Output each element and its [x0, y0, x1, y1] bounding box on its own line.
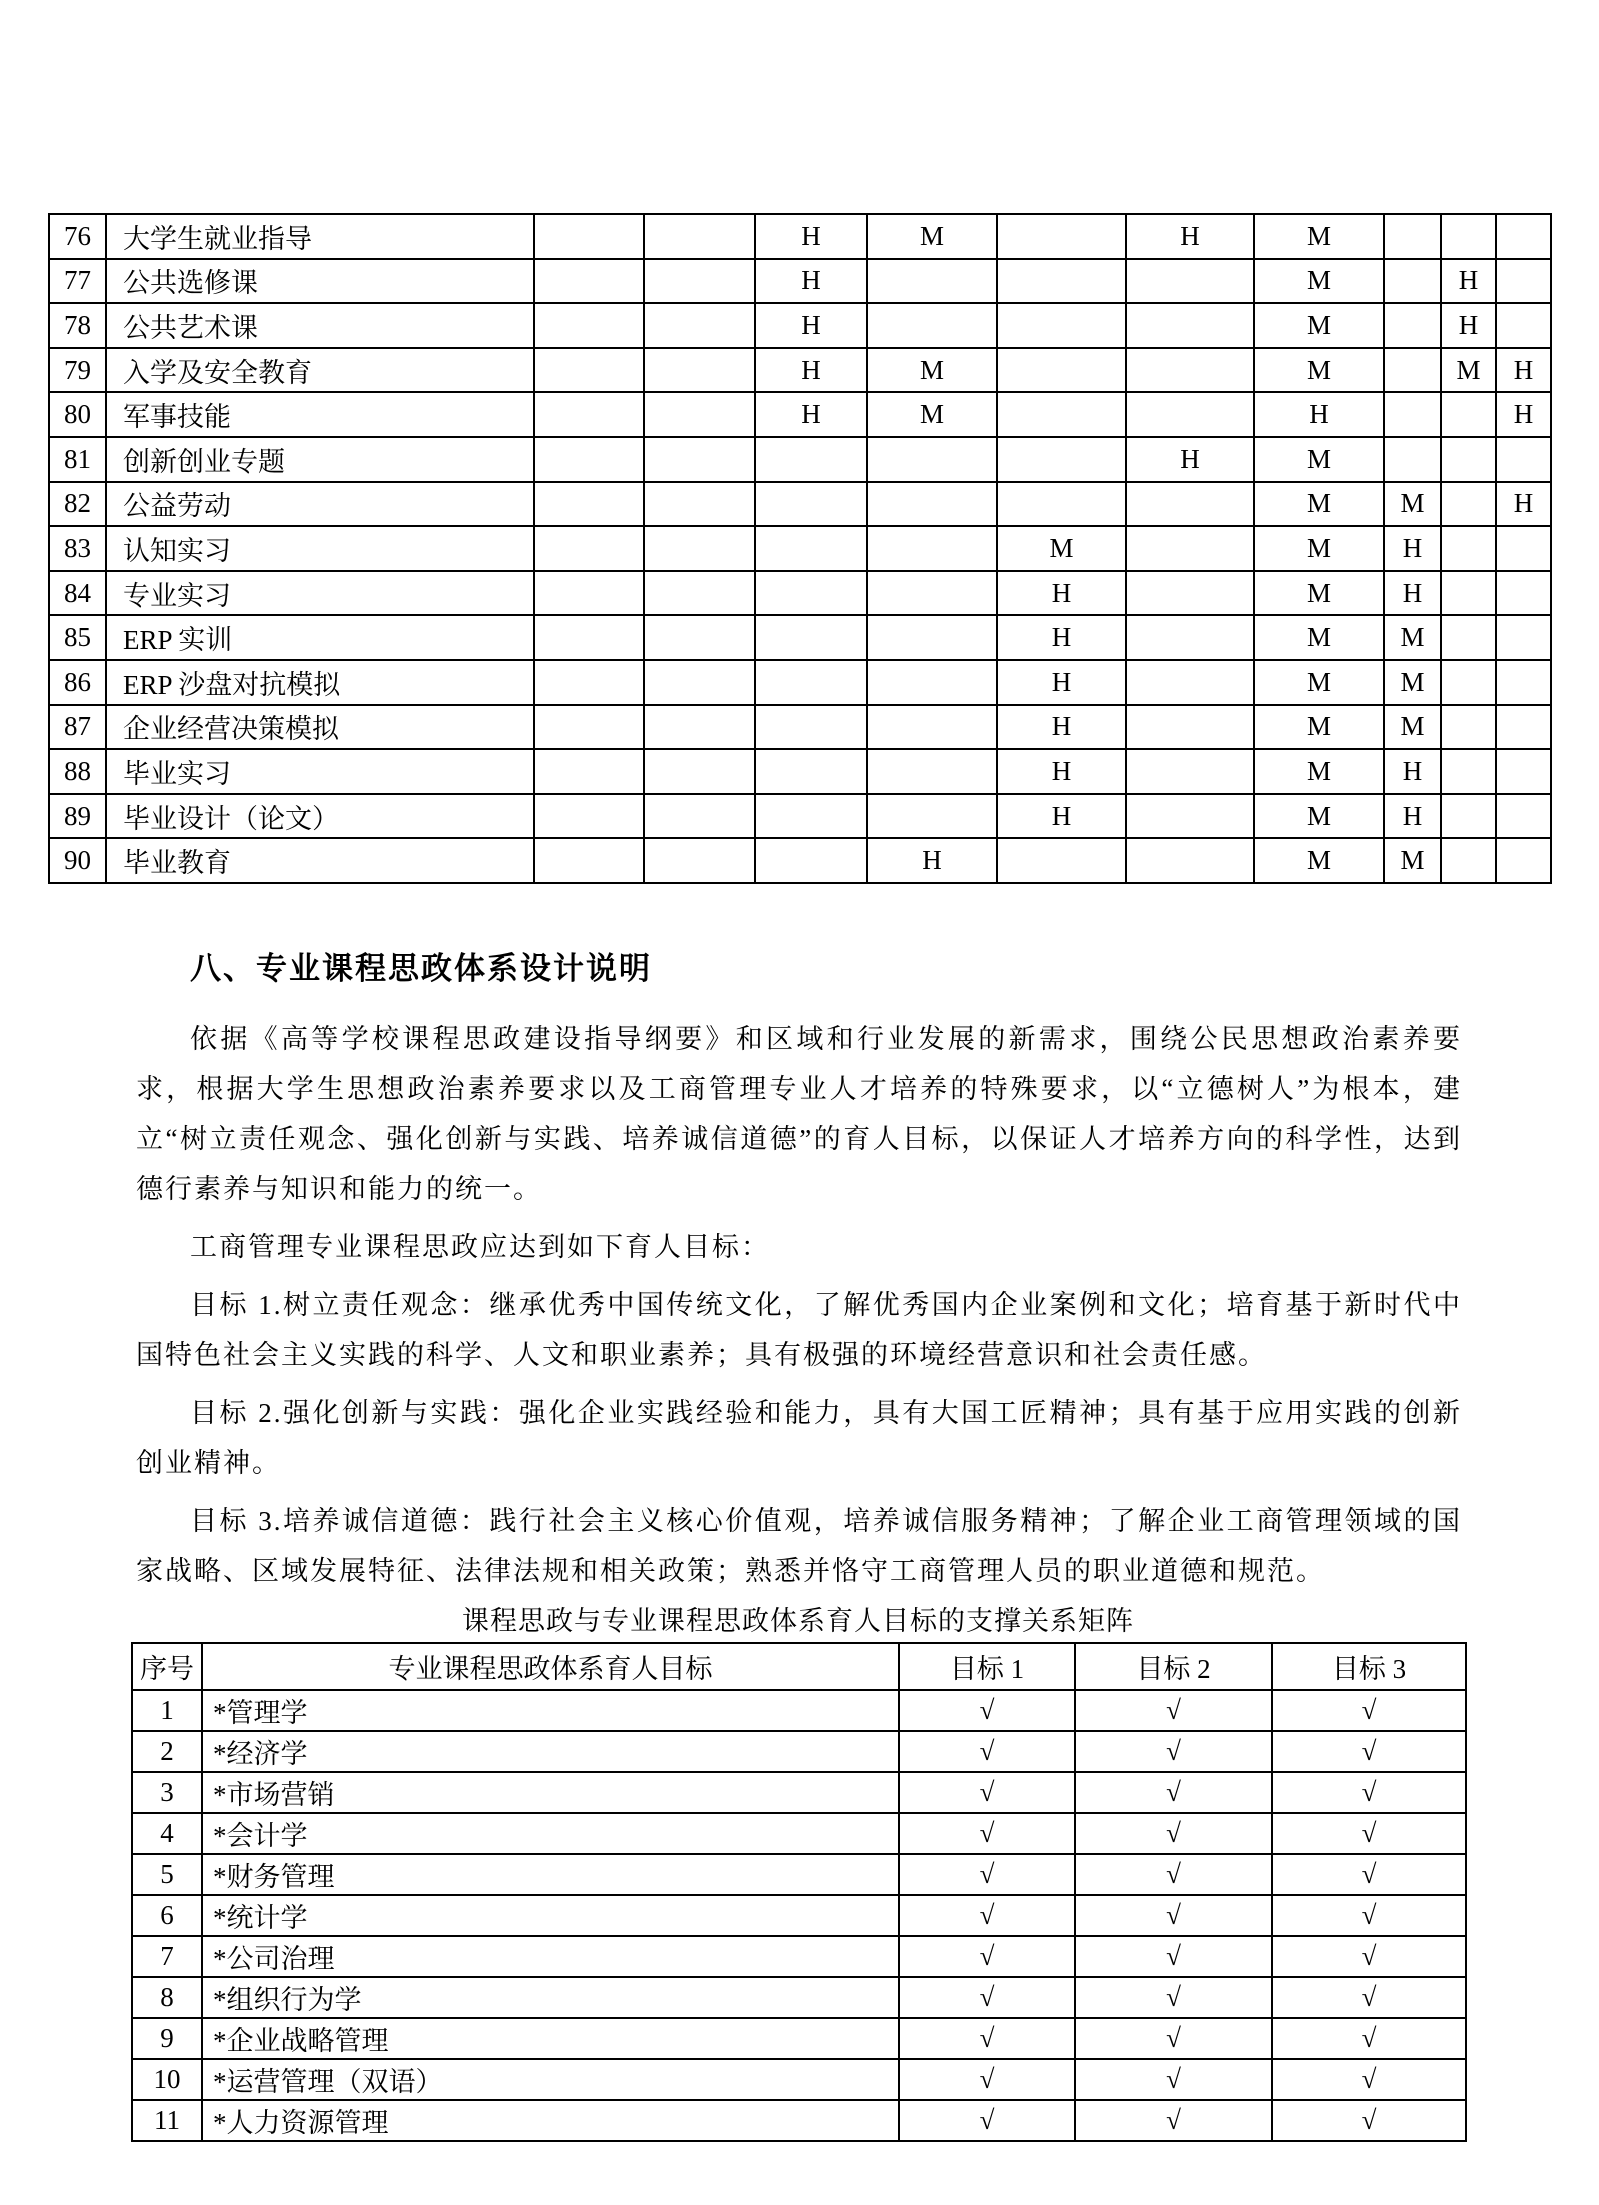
support-level-cell [867, 259, 997, 304]
support-level-cell [755, 749, 867, 794]
support-level-cell [1496, 303, 1551, 348]
goals-table-row [132, 2018, 1466, 2059]
support-level-cell: M [1254, 259, 1384, 304]
support-level-cell: M [1384, 482, 1441, 527]
goal-check-cell: √ [899, 1731, 1075, 1772]
support-level-cell: H [1496, 348, 1551, 393]
support-level-cell [644, 348, 755, 393]
goal-check-cell: √ [1272, 1731, 1466, 1772]
goals-table-row [132, 1936, 1466, 1977]
support-level-cell [1126, 794, 1254, 839]
support-level-cell: H [997, 794, 1126, 839]
course-name-cell: *组织行为学 [202, 1977, 899, 2018]
goal-check-cell: √ [1075, 1895, 1272, 1936]
course-number-cell: 77 [49, 259, 106, 304]
matrix-table-row [49, 348, 1551, 393]
support-level-cell [997, 348, 1126, 393]
support-level-cell [997, 437, 1126, 482]
support-level-cell [997, 482, 1126, 527]
course-number-cell: 79 [49, 348, 106, 393]
support-level-cell [1496, 214, 1551, 259]
course-name-cell: 专业实习 [106, 571, 534, 616]
support-level-cell [867, 303, 997, 348]
support-level-cell [1384, 392, 1441, 437]
course-number-cell: 87 [49, 705, 106, 750]
course-name-cell: 毕业实习 [106, 749, 534, 794]
support-level-cell [1126, 482, 1254, 527]
support-level-cell [644, 794, 755, 839]
support-level-cell: H [1126, 437, 1254, 482]
support-level-cell: H [1126, 214, 1254, 259]
course-number-cell: 84 [49, 571, 106, 616]
support-level-cell: H [755, 392, 867, 437]
support-level-cell [755, 482, 867, 527]
paragraph-goal-3: 目标 3.培养诚信道德：践行社会主义核心价值观，培养诚信服务精神；了解企业工商管理领域的国家战略、区域发展特征、法律法规和相关政策；熟悉并恪守工商管理人员的职业道德和规范。 [136, 1506, 1462, 1586]
goal-check-cell: √ [1272, 1895, 1466, 1936]
support-level-cell [534, 571, 644, 616]
course-number-cell: 1 [132, 1690, 202, 1731]
support-level-cell [755, 660, 867, 705]
support-level-cell [867, 571, 997, 616]
course-name-cell: *统计学 [202, 1895, 899, 1936]
goal-check-cell: √ [899, 1690, 1075, 1731]
support-level-cell: M [1384, 660, 1441, 705]
goals-table-header-row [132, 1643, 1466, 1690]
support-level-cell [1496, 259, 1551, 304]
support-level-cell [1126, 838, 1254, 883]
course-name-cell: 公共选修课 [106, 259, 534, 304]
course-name-cell: *企业战略管理 [202, 2018, 899, 2059]
support-level-cell [644, 303, 755, 348]
support-level-cell: M [1384, 615, 1441, 660]
goal-check-cell: √ [1075, 1813, 1272, 1854]
goal-check-cell: √ [1272, 1813, 1466, 1854]
support-level-cell: M [1254, 482, 1384, 527]
support-level-cell: H [755, 259, 867, 304]
support-level-cell [1126, 615, 1254, 660]
support-level-cell [1441, 526, 1496, 571]
support-level-cell: M [1384, 838, 1441, 883]
goals-table-row [132, 1854, 1466, 1895]
support-level-cell: H [1384, 571, 1441, 616]
support-level-cell [755, 526, 867, 571]
course-number-cell: 83 [49, 526, 106, 571]
course-name-cell: 军事技能 [106, 392, 534, 437]
support-level-cell: H [997, 615, 1126, 660]
course-name-cell: 创新创业专题 [106, 437, 534, 482]
course-name-cell: *市场营销 [202, 1772, 899, 1813]
support-level-cell: M [867, 392, 997, 437]
support-level-cell [1441, 214, 1496, 259]
goal-check-cell: √ [1075, 2059, 1272, 2100]
goal-check-cell: √ [1075, 1731, 1272, 1772]
goal-check-cell: √ [1075, 1977, 1272, 2018]
course-name-cell: *会计学 [202, 1813, 899, 1854]
course-name-cell: *财务管理 [202, 1854, 899, 1895]
goal-check-cell: √ [1272, 1977, 1466, 2018]
support-level-cell: M [997, 526, 1126, 571]
support-level-cell [867, 437, 997, 482]
support-level-cell [644, 526, 755, 571]
support-level-cell [534, 749, 644, 794]
support-level-cell [534, 348, 644, 393]
matrix-table-row [49, 259, 1551, 304]
support-level-cell: M [1254, 437, 1384, 482]
goals-table-row [132, 2059, 1466, 2100]
support-level-cell: M [1254, 348, 1384, 393]
goal-check-cell: √ [1075, 2100, 1272, 2141]
support-level-cell [997, 392, 1126, 437]
support-level-cell [644, 705, 755, 750]
course-number-cell: 10 [132, 2059, 202, 2100]
support-level-cell [534, 259, 644, 304]
matrix-table-row [49, 392, 1551, 437]
support-level-cell [1126, 571, 1254, 616]
support-level-cell: H [755, 348, 867, 393]
support-level-cell [1441, 660, 1496, 705]
support-level-cell: H [997, 749, 1126, 794]
course-number-cell: 90 [49, 838, 106, 883]
support-level-cell [534, 214, 644, 259]
matrix-table-row [49, 838, 1551, 883]
support-level-cell [534, 660, 644, 705]
support-level-cell [867, 794, 997, 839]
course-support-matrix-body [49, 214, 1551, 883]
support-level-cell [755, 838, 867, 883]
course-support-matrix-table [48, 213, 1552, 884]
support-level-cell [1496, 794, 1551, 839]
goals-table-row [132, 1772, 1466, 1813]
course-number-cell: 7 [132, 1936, 202, 1977]
support-level-cell [997, 838, 1126, 883]
support-level-cell [644, 392, 755, 437]
support-level-cell [997, 259, 1126, 304]
course-number-cell: 82 [49, 482, 106, 527]
goal-check-cell: √ [899, 1895, 1075, 1936]
support-level-cell [534, 437, 644, 482]
support-level-cell: M [1254, 571, 1384, 616]
course-number-cell: 78 [49, 303, 106, 348]
course-name-cell: *运营管理（双语） [202, 2059, 899, 2100]
matrix-table-row [49, 526, 1551, 571]
support-level-cell [1126, 348, 1254, 393]
support-level-cell: H [997, 571, 1126, 616]
support-level-cell [1126, 660, 1254, 705]
support-level-cell [644, 482, 755, 527]
goal-check-cell: √ [1272, 1936, 1466, 1977]
support-level-cell: H [1441, 303, 1496, 348]
support-level-cell: H [997, 705, 1126, 750]
matrix-table-row [49, 749, 1551, 794]
course-name-cell: ERP 实训 [106, 615, 534, 660]
support-level-cell: H [867, 838, 997, 883]
goals-table-row [132, 1690, 1466, 1731]
support-level-cell: M [1254, 660, 1384, 705]
course-number-cell: 5 [132, 1854, 202, 1895]
goal-check-cell: √ [899, 1772, 1075, 1813]
matrix-table-row [49, 705, 1551, 750]
header-goal-1: 目标 1 [899, 1643, 1075, 1690]
support-level-cell: M [1254, 705, 1384, 750]
goals-table-row [132, 1731, 1466, 1772]
support-level-cell: M [1254, 526, 1384, 571]
support-level-cell [644, 660, 755, 705]
course-number-cell: 85 [49, 615, 106, 660]
goal-check-cell: √ [1075, 1854, 1272, 1895]
support-level-cell [534, 705, 644, 750]
support-level-cell [755, 794, 867, 839]
support-level-cell: H [1384, 794, 1441, 839]
course-number-cell: 4 [132, 1813, 202, 1854]
goal-check-cell: √ [1075, 2018, 1272, 2059]
support-level-cell: M [1254, 838, 1384, 883]
support-level-cell [755, 615, 867, 660]
goals-support-table [131, 1642, 1467, 2142]
goal-check-cell: √ [1272, 1854, 1466, 1895]
header-goal-3: 目标 3 [1272, 1643, 1466, 1690]
course-name-cell: *公司治理 [202, 1936, 899, 1977]
paragraph-overview: 依据《高等学校课程思政建设指导纲要》和区域和行业发展的新需求，围绕公民思想政治素养要求，根据大学生思想政治素养要求以及工商管理专业人才培养的特殊要求，以“立德树人”为根本，建立“树立责任观念、强化创新与实践、培养诚信道德”的育人目标，以保证人才培养方向的科学性，达到德行素养与知识和能力的统一。 [136, 1024, 1462, 1204]
support-level-cell: H [1254, 392, 1384, 437]
goal-check-cell: √ [1075, 1690, 1272, 1731]
goal-check-cell: √ [1272, 1690, 1466, 1731]
support-level-cell [1126, 392, 1254, 437]
goal-check-cell: √ [1272, 2018, 1466, 2059]
support-level-cell: H [755, 303, 867, 348]
support-level-cell [867, 526, 997, 571]
matrix-table-row [49, 437, 1551, 482]
support-level-cell [1126, 749, 1254, 794]
course-name-cell: 毕业教育 [106, 838, 534, 883]
goal-check-cell: √ [899, 1936, 1075, 1977]
goals-table-row [132, 1813, 1466, 1854]
goal-check-cell: √ [1075, 1772, 1272, 1813]
support-level-cell [534, 615, 644, 660]
course-number-cell: 88 [49, 749, 106, 794]
support-level-cell [1496, 437, 1551, 482]
support-level-cell [867, 749, 997, 794]
support-level-cell [1496, 526, 1551, 571]
course-number-cell: 80 [49, 392, 106, 437]
course-name-cell: 入学及安全教育 [106, 348, 534, 393]
support-level-cell [644, 838, 755, 883]
support-level-cell [1126, 705, 1254, 750]
support-level-cell [644, 749, 755, 794]
matrix-table-row [49, 482, 1551, 527]
support-level-cell: M [1254, 749, 1384, 794]
support-level-cell: M [1254, 794, 1384, 839]
support-level-cell [1441, 615, 1496, 660]
support-level-cell: H [1496, 392, 1551, 437]
section-content [131, 948, 1465, 2142]
support-level-cell [1496, 705, 1551, 750]
course-name-cell: ERP 沙盘对抗模拟 [106, 660, 534, 705]
support-level-cell [644, 437, 755, 482]
support-level-cell [1384, 214, 1441, 259]
support-level-cell [1384, 348, 1441, 393]
support-level-cell: M [1254, 615, 1384, 660]
support-level-cell [534, 482, 644, 527]
support-level-cell [1384, 437, 1441, 482]
header-course-name: 专业课程思政体系育人目标 [202, 1643, 899, 1690]
support-level-cell [1441, 437, 1496, 482]
goals-table-caption: 课程思政与专业课程思政体系育人目标的支撑关系矩阵 [462, 1606, 1134, 1636]
course-name-cell: 大学生就业指导 [106, 214, 534, 259]
support-level-cell [755, 705, 867, 750]
support-level-cell [534, 526, 644, 571]
support-level-cell: H [1496, 482, 1551, 527]
course-number-cell: 6 [132, 1895, 202, 1936]
course-number-cell: 9 [132, 2018, 202, 2059]
support-level-cell [1441, 392, 1496, 437]
goals-table-row [132, 1895, 1466, 1936]
goal-check-cell: √ [1272, 2059, 1466, 2100]
matrix-table-row [49, 660, 1551, 705]
support-level-cell [997, 303, 1126, 348]
support-level-cell [1126, 526, 1254, 571]
support-level-cell [1496, 838, 1551, 883]
support-level-cell [997, 214, 1126, 259]
goal-check-cell: √ [1272, 2100, 1466, 2141]
support-level-cell: H [1441, 259, 1496, 304]
support-level-cell [644, 571, 755, 616]
course-number-cell: 11 [132, 2100, 202, 2141]
support-level-cell: M [1384, 705, 1441, 750]
matrix-table-row [49, 303, 1551, 348]
support-level-cell: M [1254, 214, 1384, 259]
matrix-table-row [49, 794, 1551, 839]
support-level-cell: H [755, 214, 867, 259]
support-level-cell [1441, 838, 1496, 883]
paragraph-goals-intro: 工商管理专业课程思政应达到如下育人目标： [190, 1232, 770, 1262]
support-level-cell [534, 794, 644, 839]
support-level-cell [1126, 303, 1254, 348]
paragraph-goal-1: 目标 1.树立责任观念：继承优秀中国传统文化，了解优秀国内企业案例和文化；培育基于新时代中国特色社会主义实践的科学、人文和职业素养；具有极强的环境经营意识和社会责任感。 [136, 1290, 1462, 1370]
goal-check-cell: √ [899, 2100, 1075, 2141]
course-name-cell: 公益劳动 [106, 482, 534, 527]
support-level-cell [1496, 615, 1551, 660]
goals-support-table-body [132, 1643, 1466, 2141]
paragraph-goal-2: 目标 2.强化创新与实践：强化企业实践经验和能力，具有大国工匠精神；具有基于应用实践的创新创业精神。 [136, 1398, 1462, 1478]
goals-table-row [132, 2100, 1466, 2141]
support-level-cell: M [1441, 348, 1496, 393]
course-name-cell: *管理学 [202, 1690, 899, 1731]
support-level-cell [1496, 749, 1551, 794]
support-level-cell: H [1384, 749, 1441, 794]
course-number-cell: 76 [49, 214, 106, 259]
support-level-cell [1384, 303, 1441, 348]
support-level-cell [1441, 705, 1496, 750]
support-level-cell [1496, 660, 1551, 705]
support-level-cell: M [1254, 303, 1384, 348]
support-level-cell [644, 259, 755, 304]
goal-check-cell: √ [899, 1854, 1075, 1895]
header-goal-2: 目标 2 [1075, 1643, 1272, 1690]
support-level-cell: H [1384, 526, 1441, 571]
course-name-cell: 公共艺术课 [106, 303, 534, 348]
support-level-cell [1441, 571, 1496, 616]
course-number-cell: 89 [49, 794, 106, 839]
course-number-cell: 3 [132, 1772, 202, 1813]
course-number-cell: 8 [132, 1977, 202, 2018]
course-name-cell: 企业经营决策模拟 [106, 705, 534, 750]
support-level-cell: M [867, 214, 997, 259]
support-level-cell [534, 303, 644, 348]
support-level-cell [534, 392, 644, 437]
goal-check-cell: √ [899, 1813, 1075, 1854]
goals-table-row [132, 1977, 1466, 2018]
support-level-cell [867, 660, 997, 705]
support-level-cell [867, 705, 997, 750]
course-name-cell: 认知实习 [106, 526, 534, 571]
support-level-cell [644, 615, 755, 660]
support-level-cell [534, 838, 644, 883]
support-level-cell [1441, 749, 1496, 794]
section-heading: 八、专业课程思政体系设计说明 [190, 951, 652, 987]
goal-check-cell: √ [1075, 1936, 1272, 1977]
course-number-cell: 81 [49, 437, 106, 482]
goal-check-cell: √ [899, 2059, 1075, 2100]
matrix-table-row [49, 214, 1551, 259]
goal-check-cell: √ [899, 1977, 1075, 2018]
support-level-cell: M [867, 348, 997, 393]
support-level-cell [1126, 259, 1254, 304]
support-level-cell [1384, 259, 1441, 304]
support-level-cell: H [997, 660, 1126, 705]
support-level-cell [867, 482, 997, 527]
support-level-cell [644, 214, 755, 259]
support-level-cell [867, 615, 997, 660]
course-name-cell: *人力资源管理 [202, 2100, 899, 2141]
support-level-cell [755, 571, 867, 616]
matrix-table-row [49, 571, 1551, 616]
goal-check-cell: √ [899, 2018, 1075, 2059]
support-level-cell [1441, 482, 1496, 527]
course-number-cell: 2 [132, 1731, 202, 1772]
matrix-table-row [49, 615, 1551, 660]
header-no: 序号 [132, 1643, 202, 1690]
course-name-cell: 毕业设计（论文） [106, 794, 534, 839]
support-level-cell [1496, 571, 1551, 616]
course-number-cell: 86 [49, 660, 106, 705]
goal-check-cell: √ [1272, 1772, 1466, 1813]
support-level-cell [1441, 794, 1496, 839]
support-level-cell [755, 437, 867, 482]
course-name-cell: *经济学 [202, 1731, 899, 1772]
